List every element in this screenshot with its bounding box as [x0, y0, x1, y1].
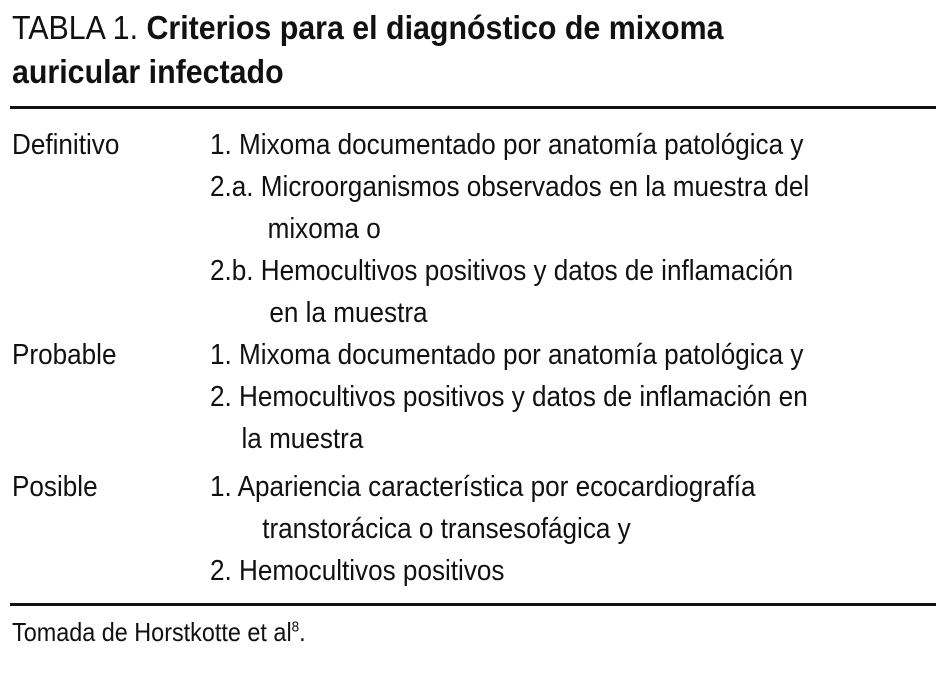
criterion-number: 1. [210, 471, 232, 503]
criterion-item [210, 124, 809, 166]
criterion-text: Apariencia característica por ecocardiografía [237, 471, 756, 503]
category-label: Definitivo [12, 129, 120, 161]
table-heading-line-1: Criterios para el diagnóstico de mixoma [146, 9, 724, 46]
table-label: TABLA 1. [12, 9, 139, 46]
criteria-list [210, 124, 809, 334]
top-rule [10, 106, 936, 109]
criterion-number: 2.b. [210, 255, 254, 287]
criterion-item [210, 334, 808, 376]
bottom-rule [10, 603, 936, 606]
category-label: Posible [12, 471, 98, 503]
footnote-reference: 8 [291, 618, 300, 636]
criterion-item [210, 466, 756, 550]
criterion-number: 2. [210, 555, 232, 587]
criterion-number: 1. [210, 129, 232, 161]
criterion-number: 2. [210, 381, 232, 413]
footnote-text: Tomada de Horstkotte et al [12, 617, 292, 647]
criterion-text: Hemocultivos positivos [239, 555, 505, 587]
criterion-continuation: mixoma o [267, 213, 381, 245]
criterion-item [210, 376, 808, 460]
criterion-text: Microorganismos observados en la muestra del [260, 171, 810, 203]
criterion-text: Hemocultivos positivos y datos de inflamación [260, 255, 794, 287]
criterion-item [210, 550, 756, 592]
criterion-continuation: en la muestra [269, 297, 428, 329]
footnote-period: . [299, 617, 306, 647]
criterion-number: 2.a. [210, 171, 254, 203]
criteria-list [210, 334, 808, 460]
criterion-continuation: transtorácica o transesofágica y [262, 513, 631, 545]
criterion-item [210, 250, 809, 334]
table-title-line-2 [12, 50, 858, 94]
criterion-number: 1. [210, 339, 232, 371]
table-heading-line-2: auricular infectado [12, 53, 284, 90]
table-footnote [12, 614, 306, 650]
criterion-text: Mixoma documentado por anatomía patológica y [239, 129, 804, 161]
criterion-item [210, 166, 809, 250]
table-title-line-1 [12, 6, 858, 50]
criterion-text: Mixoma documentado por anatomía patológica y [239, 339, 804, 371]
criterion-continuation: la muestra [241, 423, 364, 455]
criteria-list [210, 466, 756, 592]
criterion-text: Hemocultivos positivos y datos de inflamación en [239, 381, 808, 413]
category-label: Probable [12, 339, 117, 371]
table-title [12, 6, 858, 94]
